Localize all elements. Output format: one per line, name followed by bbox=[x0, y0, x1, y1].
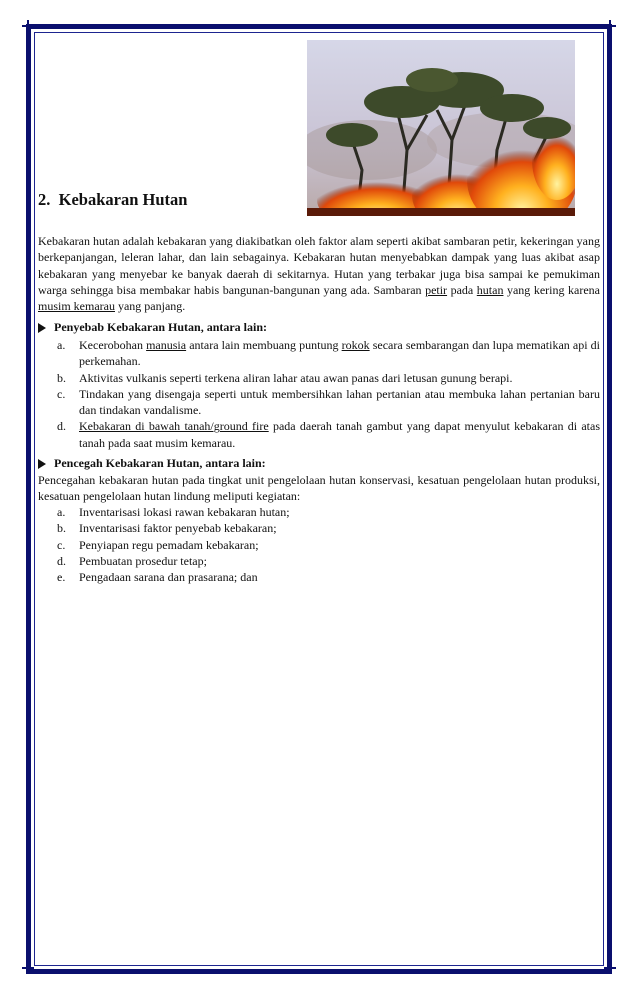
list-text: Pengadaan sarana dan prasarana; dan bbox=[79, 570, 258, 585]
list-marker: b. bbox=[57, 370, 66, 385]
prevention-title-text: Pencegah Kebakaran Hutan, antara lain: bbox=[54, 456, 266, 470]
corner-ornament bbox=[22, 962, 34, 974]
intro-paragraph bbox=[38, 233, 600, 314]
link-ground-fire[interactable]: Kebakaran di bawah tanah/ground fire bbox=[79, 419, 269, 434]
corner-ornament bbox=[22, 20, 34, 32]
list-item bbox=[57, 520, 600, 536]
list-marker: a. bbox=[57, 505, 66, 519]
list-item bbox=[57, 386, 600, 419]
link-manusia[interactable]: manusia bbox=[146, 338, 187, 352]
causes-list bbox=[57, 337, 600, 451]
list-item bbox=[57, 569, 600, 585]
intro-text: pada bbox=[447, 282, 477, 297]
intro-text: yang panjang. bbox=[114, 299, 186, 314]
list-item bbox=[57, 504, 600, 520]
list-item bbox=[57, 418, 600, 451]
list-text: secara sembarangan dan lupa mematikan api di perkemahan. bbox=[79, 338, 600, 369]
prevention-intro: Pencegahan kebakaran hutan pada tingkat unit pengelolaan hutan konservasi, kesatuan pengelolaan hutan produksi, kesatuan pengelolaan hutan lindung meliputi kegiatan: bbox=[38, 473, 600, 504]
list-text: antara lain membuang puntung bbox=[186, 338, 342, 352]
list-text: Kecerobohan bbox=[79, 338, 147, 352]
causes-title bbox=[38, 320, 267, 335]
link-hutan[interactable]: hutan bbox=[476, 282, 504, 297]
intro-text: yang kering karena bbox=[503, 282, 600, 297]
section-title: Kebakaran Hutan bbox=[58, 190, 188, 209]
prevention-list bbox=[57, 504, 600, 585]
list-text: Inventarisasi lokasi rawan kebakaran hutan; bbox=[79, 505, 290, 519]
causes-title-text: Penyebab Kebakaran Hutan, antara lain: bbox=[54, 320, 268, 334]
prevention-title bbox=[38, 456, 266, 471]
list-marker: b. bbox=[57, 521, 66, 536]
intro-text: Kebakaran hutan adalah kebakaran yang diakibatkan oleh faktor alam seperti akibat sambaran petir, kekeringan yang berkepanjangan, leleran lahar, dan lain sebagainya. Kebakaran hutan menyebabkan dampak yang luas akibat asap kebakaran yang menyebar ke banyak daerah di sekitarnya. Hutan yang terbakar juga bisa sampai ke pemukiman warga sehingga bisa membakar habis bangunan-bangunan yang ada. Sambaran bbox=[38, 234, 600, 297]
list-item bbox=[57, 537, 600, 553]
list-text: Penyiapan regu pemadam kebakaran; bbox=[79, 537, 259, 552]
list-text: Inventarisasi faktor penyebab kebakaran; bbox=[79, 521, 277, 536]
forest-fire-photo bbox=[307, 40, 575, 216]
list-marker: d. bbox=[57, 553, 66, 568]
list-text: Aktivitas vulkanis seperti terkena aliran lahar atau awan panas dari letusan gunung berapi. bbox=[79, 370, 513, 385]
list-text: Tindakan yang disengaja seperti untuk membersihkan lahan pertanian atau membuka lahan pertanian baru dan tindakan vandalisme. bbox=[79, 386, 600, 418]
arrow-bullet-icon bbox=[38, 323, 46, 333]
corner-ornament bbox=[604, 962, 616, 974]
list-marker: c. bbox=[57, 537, 66, 552]
list-text: Pembuatan prosedur tetap; bbox=[79, 553, 207, 568]
corner-ornament bbox=[604, 20, 616, 32]
list-marker: e. bbox=[57, 570, 66, 585]
list-marker: c. bbox=[57, 386, 66, 401]
link-rokok[interactable]: rokok bbox=[341, 338, 370, 352]
list-text: pada daerah tanah gambut yang dapat menyulut kebakaran di atas tanah pada saat musim kemarau. bbox=[79, 419, 600, 450]
section-heading bbox=[38, 190, 187, 210]
list-marker: a. bbox=[57, 338, 66, 352]
list-marker: d. bbox=[57, 419, 66, 434]
link-musim-kemarau[interactable]: musim kemarau bbox=[38, 299, 115, 314]
arrow-bullet-icon bbox=[38, 459, 46, 469]
link-petir[interactable]: petir bbox=[425, 282, 448, 297]
list-item bbox=[57, 337, 600, 370]
list-item bbox=[57, 370, 600, 386]
section-number: 2. bbox=[38, 190, 51, 209]
list-item bbox=[57, 553, 600, 569]
